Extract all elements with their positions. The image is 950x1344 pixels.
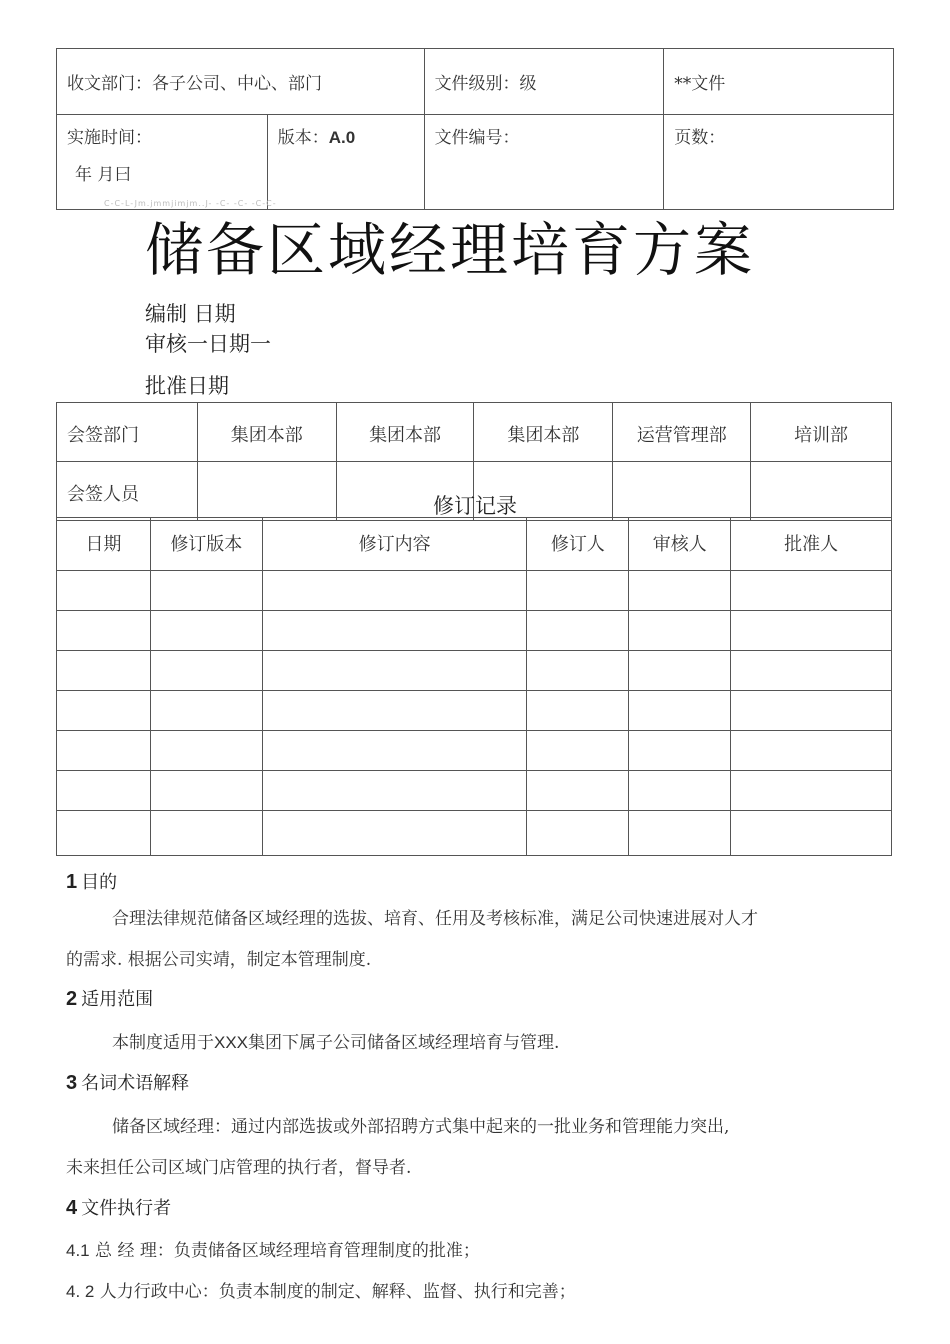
faint-artifact-text: C-C-L-Jm.jmmjimjm..J- -C- -C- -C-C- [104,199,277,208]
review-date: 审核一日期一 [145,332,271,356]
countersign-dept-1: 集团本部 [197,403,336,462]
table-row [57,571,892,611]
impl-date: 年 月曰 [75,165,132,185]
countersign-dept-5: 培训部 [751,403,892,462]
table-row [57,771,892,811]
header-table [56,48,894,210]
section-3-text-line-2: 未来担任公司区域门店管理的执行者，督导者. [66,1158,412,1178]
section-3-number: 3 [66,1072,78,1094]
section-1-text-line-1: 合理法律规范储备区域经理的选拔、培育、任用及考核标准，满足公司快速进展对人才 [112,909,758,929]
section-4-2-text: 人力行政中心：负责本制度的制定、解释、监督、执行和完善； [99,1282,576,1302]
section-1-text-line-2: 的需求. 根据公司实靖，制定本管理制度. [66,950,372,970]
section-2-text-b: 集团下属子公司储备区域经理培育与管理. [248,1033,560,1053]
page-count-cell [664,115,894,210]
countersign-dept-label: 会签部门 [57,403,198,462]
section-4-heading [66,1194,171,1220]
section-4-1 [66,1236,480,1261]
table-row [57,691,892,731]
rev-header-approver: 批准人 [731,518,892,571]
doc-type: **文件 [674,74,726,94]
section-1-title: 目的 [81,872,118,893]
impl-time-label: 实施时间： [67,128,152,148]
countersign-dept-4: 运营管理部 [613,403,751,462]
version-cell [267,115,424,210]
version-value: A.0 [328,128,356,147]
revision-record-title: 修订记录 [433,494,517,518]
section-4-title: 文件执行者 [81,1198,172,1219]
revision-table [56,517,892,856]
countersign-person-label: 会签人员 [57,462,198,521]
rev-header-reviser: 修订人 [527,518,629,571]
section-4-1-number: 4.1 [66,1241,90,1260]
table-row [57,811,892,856]
rev-header-version: 修订版本 [150,518,262,571]
doc-number-label: 文件编号： [434,128,520,148]
section-1-heading [66,868,117,894]
section-3-text-line-1: 储备区域经理：通过内部选拔或外部招聘方式集中起来的一批业务和管理能力突出, [112,1117,730,1137]
document-title: 储备区域经理培育方案 [145,216,756,284]
table-row [57,611,892,651]
receiving-dept-cell [57,49,425,115]
rev-header-content: 修订内容 [262,518,527,571]
page-count-label: 页数： [674,128,726,148]
section-4-2 [66,1277,576,1302]
section-2-text-a: 本制度适用于 [112,1033,214,1053]
approve-date: 批准日期 [145,374,229,398]
section-2-number: 2 [66,988,78,1010]
compile-date: 编制 日期 [145,302,236,326]
section-2-text [112,1028,559,1053]
section-2-text-xxx: XXX [214,1033,249,1052]
doc-level: 文件级别：级 [434,74,537,94]
table-row [57,731,892,771]
section-2-title: 适用范围 [81,989,154,1010]
section-2-heading [66,985,153,1011]
countersign-dept-3: 集团本部 [474,403,613,462]
section-1-number: 1 [66,871,78,893]
section-3-heading [66,1069,189,1095]
doc-level-cell [424,49,664,115]
table-row [57,651,892,691]
impl-time-cell [57,115,268,210]
countersign-dept-2: 集团本部 [336,403,474,462]
doc-number-cell [424,115,664,210]
section-4-number: 4 [66,1197,78,1219]
version-label: 版本： [277,128,329,148]
receiving-dept: 收文部门：各子公司、中心、部门 [67,74,322,94]
rev-header-date: 日期 [57,518,151,571]
doc-type-cell [664,49,894,115]
section-4-2-number: 4. 2 [66,1282,95,1301]
section-4-1-text: 总 经 理：负责储备区域经理培育管理制度的批准； [95,1241,480,1261]
rev-header-reviewer: 审核人 [629,518,731,571]
section-3-title: 名词术语解释 [81,1073,190,1094]
